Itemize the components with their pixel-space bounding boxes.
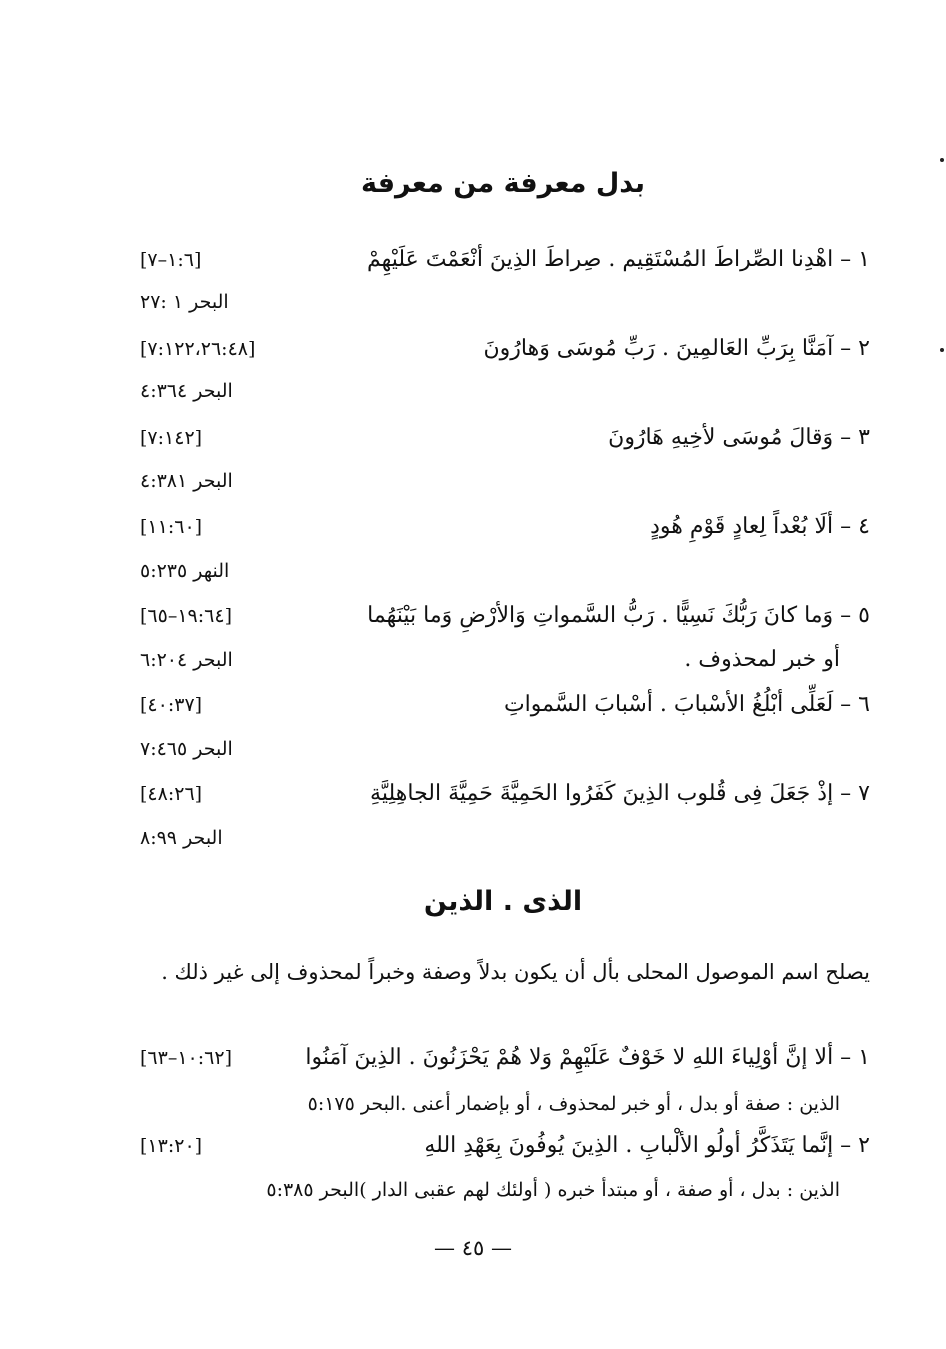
intro-paragraph: يصلح اسم الموصول المحلى بأل أن يكون بدلاً وصفة وخبراً لمحذوف إلى غير ذلك . (161, 960, 870, 984)
section-title: الذى . الذين (423, 886, 583, 917)
verse-reference: [٤٨:٢٦] (140, 783, 203, 805)
verse-continuation-line (140, 642, 870, 678)
verse-line (140, 242, 870, 278)
verse-reference: [١٩:٦٤–٦٥] (140, 605, 232, 627)
verse-line (140, 598, 870, 634)
source-citation: البحر ١ :٢٧ (140, 291, 229, 313)
verse-text: ٤ – ألَا بُعْداً لِعادٍ قَوْمِ هُودٍ (650, 514, 870, 539)
grammar-note: الذين : بدل ، أو صفة ، أو مبتدأ خبره ( أولئك لهم عقبى الدار )البحر ٥:٣٨٥ (266, 1179, 840, 1201)
verse-reference: [١:٦–٧] (140, 249, 202, 271)
verse-line (140, 776, 870, 812)
verse-reference: [٧:١٢٢،٢٦:٤٨] (140, 338, 256, 360)
verse-text: ٦ – لَعَلِّى أبْلُغُ الأسْبابَ . أسْبابَ السَّمواتِ (503, 692, 870, 717)
verse-reference: [١٠:٦٢–٦٣] (140, 1047, 232, 1069)
verse-reference: [١١:٦٠] (140, 516, 203, 538)
verse-text: ٧ – إذْ جَعَلَ فِى قُلوب الذِينَ كَفَرُوا الحَمِيَّةَ حَمِيَّةَ الجاهِلِيَّةِ (370, 781, 870, 806)
verse-line (140, 509, 870, 545)
source-citation: النهر ٥:٢٣٥ (140, 560, 230, 582)
verse-text: ٣ – وَقالَ مُوسَى لأخِيهِ هَارُونَ (608, 425, 870, 450)
verse-line (140, 1128, 870, 1164)
section-title: بدل معرفة من معرفة (361, 168, 645, 199)
verse-continuation: أو خبر لمحذوف . (684, 647, 840, 672)
source-citation: البحر ٧:٤٦٥ (140, 738, 233, 760)
margin-mark (940, 348, 944, 352)
page-number: — ٤٥ — (434, 1236, 512, 1260)
source-citation: البحر ٤:٣٦٤ (140, 380, 233, 402)
source-citation: البحر ٨:٩٩ (140, 827, 223, 849)
verse-text: ١ – ألا إنَّ أوْلِياءَ اللهِ لا خَوْفٌ عَلَيْهِمْ وَلا هُمْ يَحْزَنُونَ . الذِينَ آمَنُوا (305, 1045, 870, 1070)
verse-line (140, 687, 870, 723)
verse-text: ٢ – آمَنَّا بِرَبِّ العَالمِينَ . رَبِّ مُوسَى وَهارُونَ (483, 336, 870, 361)
verse-text: ١ – اهْدِنا الصِّراطَ المُسْتَقِيم . صِراطَ الذِينَ أنْعَمْتَ عَلَيْهِمْ (366, 247, 870, 272)
verse-text: ٥ – وَما كانَ رَبُّكَ نَسِيًّا . رَبُّ السَّمواتِ وَالأرْضِ وَما بَيْنَهُما (367, 603, 870, 628)
verse-line (140, 1040, 870, 1076)
verse-line (140, 331, 870, 367)
source-citation: البحر ٦:٢٠٤ (140, 649, 233, 671)
verse-reference: [٤٠:٣٧] (140, 694, 203, 716)
verse-reference: [٧:١٤٢] (140, 427, 203, 449)
source-citation: البحر ٤:٣٨١ (140, 470, 233, 492)
margin-mark (940, 158, 944, 162)
verse-line (140, 420, 870, 456)
grammar-note: الذين : صفة أو بدل ، أو خبر لمحذوف ، أو بإضمار أعنى .البحر ٥:١٧٥ (307, 1093, 840, 1115)
verse-reference: [١٣:٢٠] (140, 1135, 203, 1157)
verse-text: ٢ – إنَّما يَتَذَكَّرُ أولُو الألْبابِ . الذِينَ يُوفُونَ بِعَهْدِ اللهِ (424, 1133, 870, 1158)
